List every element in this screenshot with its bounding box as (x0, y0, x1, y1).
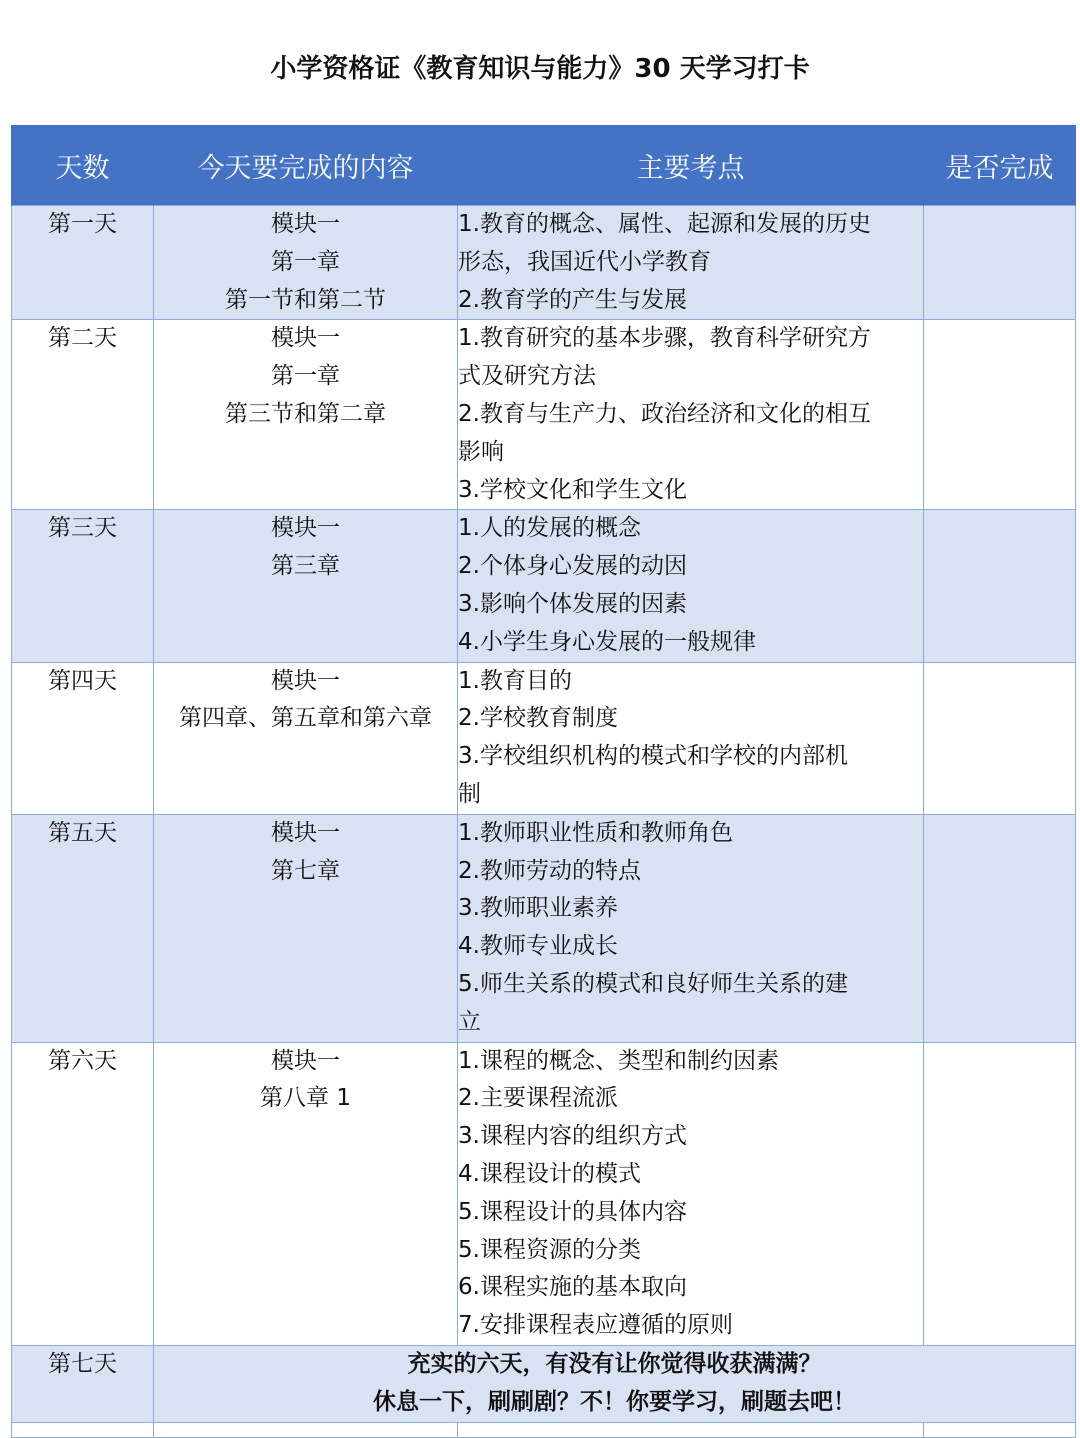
rest-message-line: 休息一下，刷刷剧？不！你要学习，刷题去吧！ (373, 1388, 856, 1415)
day-cell: 第三天 (12, 510, 154, 662)
content-cell (154, 814, 458, 1042)
key-point-line: 2.个体身心发展的动因 (458, 553, 687, 580)
key-point-line: 5.课程资源的分类 (458, 1236, 641, 1263)
content-line: 第八章 1 (260, 1085, 351, 1112)
header-day: 天数 (12, 125, 154, 206)
table-body (12, 206, 1076, 1438)
key-point-line: 4.教师专业成长 (458, 933, 618, 960)
key-point-line: 5.师生关系的模式和良好师生关系的建 (458, 970, 848, 997)
completed-checkbox-cell[interactable] (924, 1042, 1076, 1345)
content-line: 模块一 (271, 211, 340, 237)
key-point-line: 1.教育目的 (458, 667, 572, 694)
completed-checkbox-cell[interactable] (924, 662, 1076, 814)
completed-checkbox-cell[interactable] (924, 814, 1076, 1042)
rest-day-row (12, 1345, 1076, 1422)
table-row (12, 206, 1076, 320)
key-point-line: 4.课程设计的模式 (458, 1160, 641, 1187)
table-row (12, 814, 1076, 1042)
key-points-cell (458, 206, 924, 320)
key-point-line: 7.安排课程表应遵循的原则 (458, 1312, 733, 1339)
empty-cell (924, 1422, 1076, 1437)
key-points-cell (458, 510, 924, 662)
key-point-line: 3.学校文化和学生文化 (458, 476, 687, 503)
empty-cell (154, 1422, 458, 1437)
key-points-cell (458, 662, 924, 814)
content-line: 第三章 (271, 553, 340, 580)
day-cell: 第二天 (12, 320, 154, 510)
day-cell: 第一天 (12, 206, 154, 320)
content-line: 模块一 (271, 325, 340, 352)
content-line: 模块一 (271, 819, 340, 846)
empty-cell (458, 1422, 924, 1437)
table-row (12, 1042, 1076, 1345)
table-row (12, 320, 1076, 510)
rest-message-line: 充实的六天，有没有让你觉得收获满满？ (407, 1350, 822, 1377)
key-point-line: 1.课程的概念、类型和制约因素 (458, 1047, 779, 1074)
content-cell (154, 1042, 458, 1345)
key-point-line: 1.教师职业性质和教师角色 (458, 819, 733, 846)
content-line: 第一节和第二节 (225, 286, 386, 313)
table-row (12, 662, 1076, 814)
table-header-row (12, 125, 1076, 206)
key-point-line: 2.主要课程流派 (458, 1085, 618, 1112)
key-point-line: 式及研究方法 (458, 363, 596, 390)
key-points-cell (458, 320, 924, 510)
key-points-cell (458, 1042, 924, 1345)
content-line: 模块一 (271, 667, 340, 694)
key-points-cell (458, 814, 924, 1042)
completed-checkbox-cell[interactable] (924, 320, 1076, 510)
header-content: 今天要完成的内容 (154, 125, 458, 206)
study-plan-table (11, 125, 1076, 1438)
key-point-line: 4.小学生身心发展的一般规律 (458, 628, 756, 655)
key-point-line: 形态，我国近代小学教育 (458, 248, 711, 275)
content-line: 第三节和第二章 (225, 400, 386, 427)
empty-cell (12, 1422, 154, 1437)
content-line: 第四章、第五章和第六章 (179, 705, 432, 732)
content-line: 第七章 (271, 857, 340, 884)
key-point-line: 6.课程实施的基本取向 (458, 1274, 687, 1301)
content-cell (154, 662, 458, 814)
content-cell (154, 510, 458, 662)
table-row (12, 510, 1076, 662)
content-line: 第一章 (271, 248, 340, 275)
completed-checkbox-cell[interactable] (924, 510, 1076, 662)
content-line: 第一章 (271, 363, 340, 390)
day-cell: 第六天 (12, 1042, 154, 1345)
header-key-points: 主要考点 (458, 125, 924, 206)
key-point-line: 制 (458, 780, 481, 807)
page-title: 小学资格证《教育知识与能力》30 天学习打卡 (270, 54, 810, 84)
day-cell: 第七天 (12, 1345, 154, 1422)
key-point-line: 影响 (458, 438, 504, 465)
key-point-line: 1.教育的概念、属性、起源和发展的历史 (458, 211, 871, 237)
key-point-line: 立 (458, 1008, 481, 1035)
key-point-line: 2.教育学的产生与发展 (458, 286, 687, 313)
key-point-line: 1.人的发展的概念 (458, 515, 641, 542)
content-cell (154, 206, 458, 320)
key-point-line: 2.教育与生产力、政治经济和文化的相互 (458, 400, 871, 427)
key-point-line: 2.教师劳动的特点 (458, 857, 641, 884)
content-line: 模块一 (271, 515, 340, 542)
key-point-line: 5.课程设计的具体内容 (458, 1198, 687, 1225)
day-cell: 第四天 (12, 662, 154, 814)
key-point-line: 3.学校组织机构的模式和学校的内部机 (458, 743, 848, 770)
header-completed: 是否完成 (924, 125, 1076, 206)
next-row-partial (12, 1422, 1076, 1437)
day-cell: 第五天 (12, 814, 154, 1042)
rest-day-message (154, 1345, 1076, 1422)
key-point-line: 3.影响个体发展的因素 (458, 590, 687, 617)
content-cell (154, 320, 458, 510)
content-line: 模块一 (271, 1047, 340, 1074)
completed-checkbox-cell[interactable] (924, 206, 1076, 320)
key-point-line: 3.教师职业素养 (458, 895, 618, 922)
key-point-line: 2.学校教育制度 (458, 705, 618, 732)
key-point-line: 1.教育研究的基本步骤，教育科学研究方 (458, 325, 871, 352)
key-point-line: 3.课程内容的组织方式 (458, 1123, 687, 1150)
